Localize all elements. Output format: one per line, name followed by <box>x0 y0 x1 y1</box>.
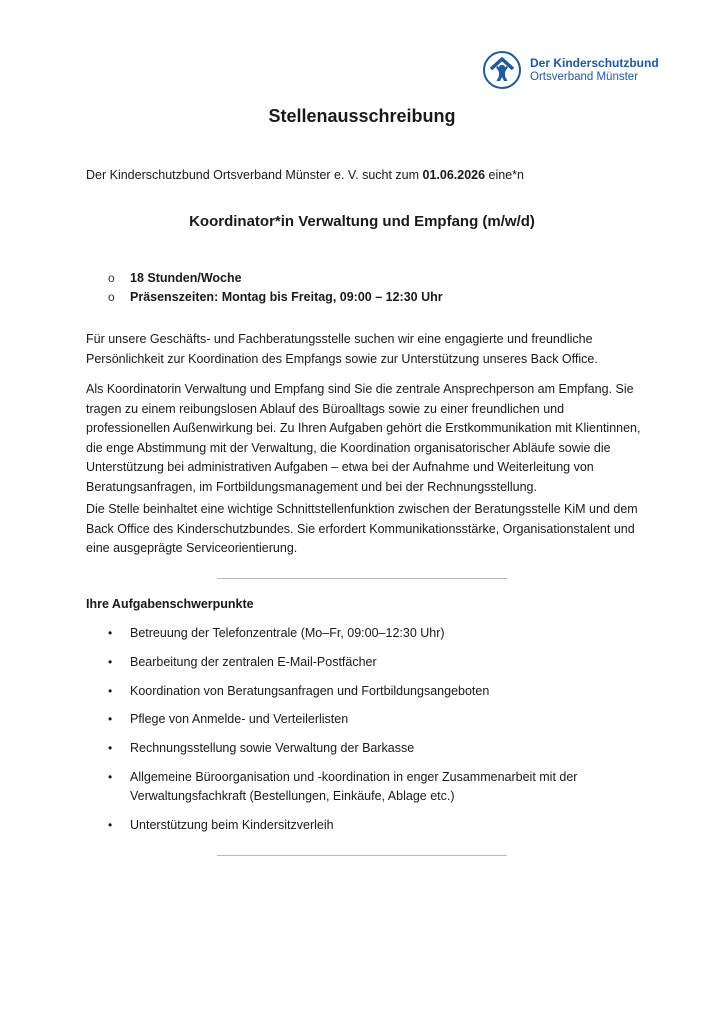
task-text: Koordination von Beratungsanfragen und Fortbildungsangeboten <box>130 683 490 698</box>
task-text: Rechnungsstellung sowie Verwaltung der Barkasse <box>130 741 415 756</box>
kinderschutzbund-house-child-icon <box>482 50 522 90</box>
bullet-icon: • <box>108 683 113 698</box>
position-title: Koordinator*in Verwaltung und Empfang (m/w/d) <box>189 213 535 230</box>
task-item <box>108 768 648 807</box>
intro-line <box>86 168 524 182</box>
circle-bullet-icon: o <box>108 271 115 285</box>
intro-text-after: eine*n <box>485 168 525 182</box>
task-text: Betreuung der Telefonzentrale (Mo–Fr, 09:00–12:30 Uhr) <box>130 626 445 640</box>
bullet-icon: • <box>108 654 113 669</box>
job-facts-list <box>108 269 443 307</box>
logo-subtitle: Ortsverband Münster <box>530 71 639 83</box>
task-item <box>108 739 648 759</box>
paragraph-interface: Die Stelle beinhaltet eine wichtige Schnittstellenfunktion zwischen der Beratungsstelle KiM und dem Back Office des Kinderschutzbundes. Sie erfordert Kommunikationsstärke, Organisationstalent und eine ausgeprägte Serviceorientierung. <box>86 502 638 555</box>
bullet-icon: • <box>108 712 113 727</box>
task-item <box>108 624 648 644</box>
task-item <box>108 682 648 702</box>
job-fact-item <box>108 288 443 307</box>
intro-text-before: Der Kinderschutzbund Ortsverband Münster e. V. sucht zum <box>86 168 423 182</box>
bullet-icon: • <box>108 769 113 784</box>
job-fact-item <box>108 269 443 288</box>
bullet-icon: • <box>108 741 113 756</box>
task-item <box>108 816 648 836</box>
task-text: Bearbeitung der zentralen E-Mail-Postfächer <box>130 654 377 669</box>
paragraph-role: Als Koordinatorin Verwaltung und Empfang sind Sie die zentrale Ansprechperson am Empfang. Sie tragen zu einem reibungslosen Ablauf des Büroalltags sowie zu einer freundlichen und professionellen Außenwirkung bei. Zu Ihren Aufgaben gehört die Erstkommunikation mit Klientinnen, die enge Abstimmung mit der Verwaltung, die Koordination organisatorischer Abläufe sowie die Unterstützung bei administrativen Aufgaben – etwa bei der Aufnahme und Weiterleitung von Beratungsanfragen, im Fortbildungsmanagement und bei der Rechnungsstellung. <box>86 382 641 494</box>
organization-logo <box>482 50 659 90</box>
divider <box>217 578 507 579</box>
start-date: 01.06.2026 <box>422 168 486 182</box>
task-text: Allgemeine Büroorganisation und -koordination in enger Zusammenarbeit mit der Verwaltungsfachkraft (Bestellungen, Einkäufe, Ablage etc.) <box>130 769 578 804</box>
task-item <box>108 653 648 673</box>
job-fact-text: Präsenszeiten: Montag bis Freitag, 09:00 – 12:30 Uhr <box>130 290 443 304</box>
document-title: Stellenausschreibung <box>268 106 456 126</box>
tasks-heading: Ihre Aufgabenschwerpunkte <box>86 597 254 611</box>
bullet-icon: • <box>108 818 113 833</box>
bullet-icon: • <box>108 626 113 640</box>
task-text: Unterstützung beim Kindersitzverleih <box>130 818 334 833</box>
tasks-list <box>108 624 648 845</box>
circle-bullet-icon: o <box>108 290 115 304</box>
task-item <box>108 710 648 730</box>
logo-name: Der Kinderschutzbund <box>530 56 659 70</box>
paragraph-intro: Für unsere Geschäfts- und Fachberatungsstelle suchen wir eine engagierte und freundliche Persönlichkeit zur Koordination des Empfangs sowie zur Unterstützung unseres Back Office. <box>86 332 598 366</box>
task-text: Pflege von Anmelde- und Verteilerlisten <box>130 712 349 727</box>
divider <box>217 855 507 856</box>
job-fact-text: 18 Stunden/Woche <box>130 271 242 285</box>
